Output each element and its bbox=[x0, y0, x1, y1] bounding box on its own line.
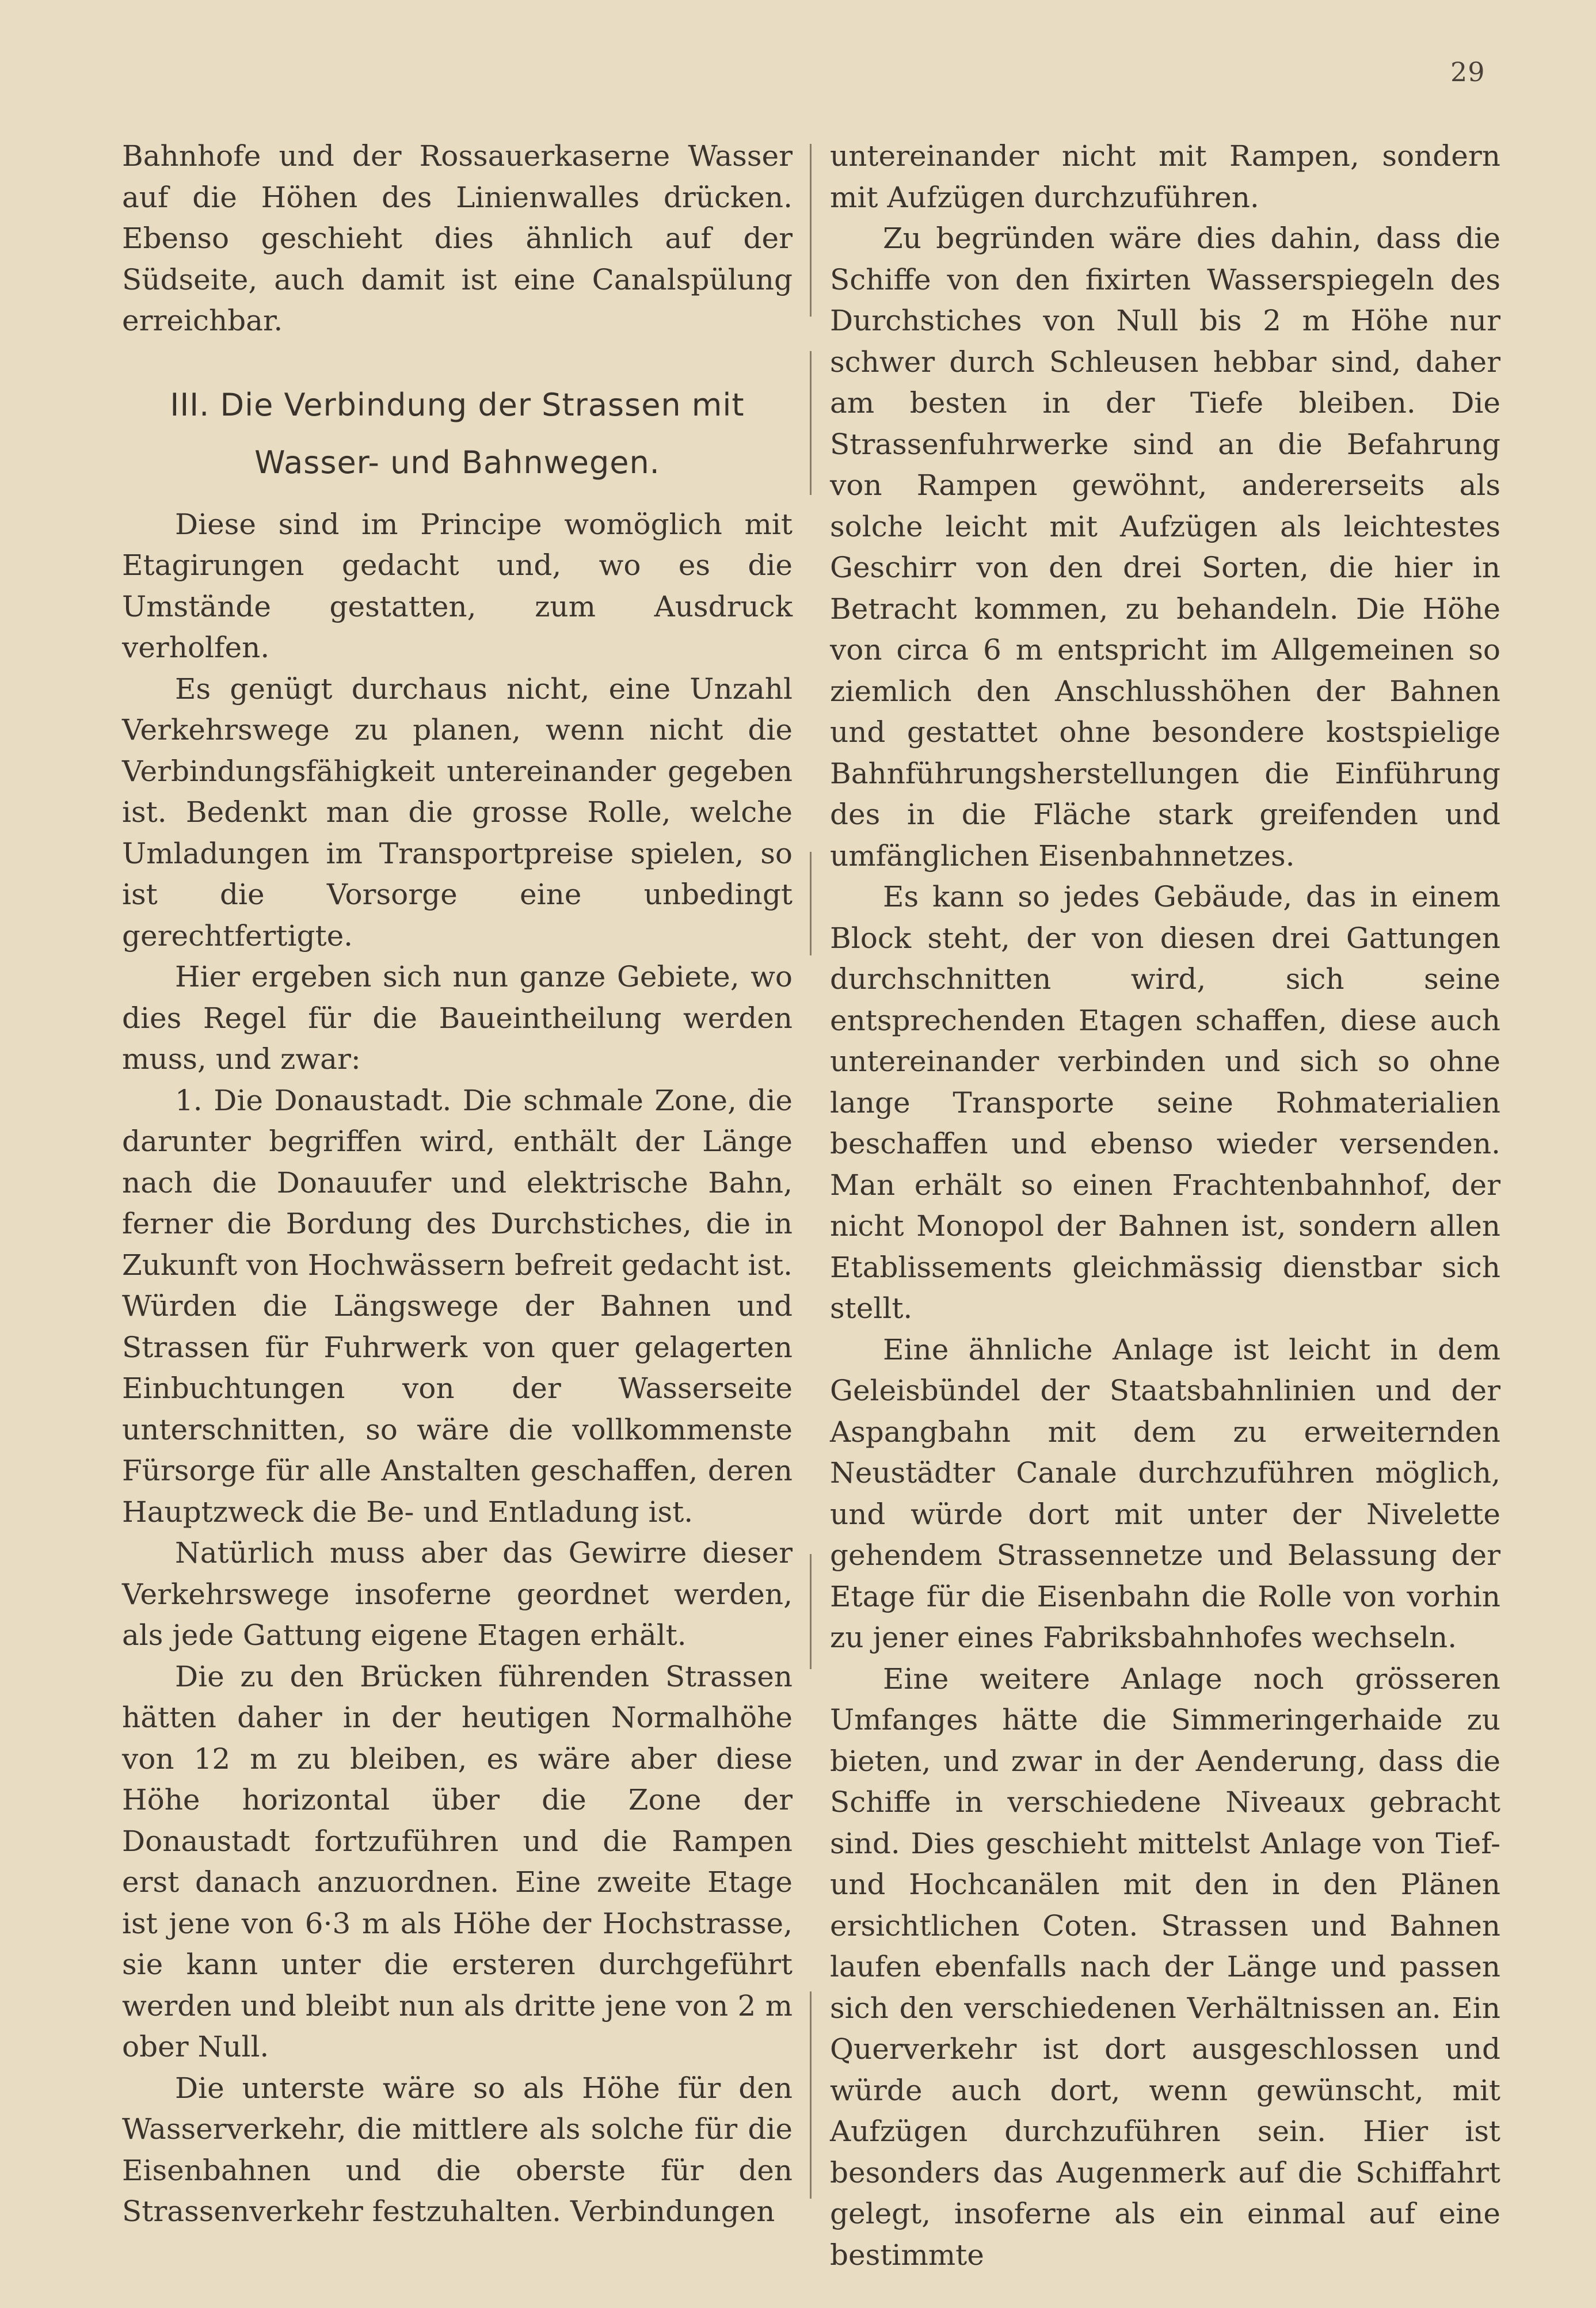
paragraph: Es genügt durchaus nicht, eine Unzahl Verkehrswege zu planen, wenn nicht die Verbindungsfähigkeit untereinander gegeben ist. Bedenkt man die grosse Rolle, welche Umladungen im Transportpreise spielen, so ist die Vorsorge eine unbedingt gerechtfertigte. bbox=[122, 672, 793, 953]
paragraph: 1. Die Donaustadt. Die schmale Zone, die darunter begriffen wird, enthält der Länge nach die Donauufer und elektrische Bahn, ferner die Bordung des Durchstiches, die in Zukunft von Hochwässern befreit gedacht ist. Würden die Längswege der Bahnen und Strassen für Fuhrwerk von quer gelagerten Einbuchtungen von der Wasserseite unterschnitten, so wäre die vollkommenste Fürsorge für alle Anstalten geschaffen, deren Hauptzweck die Be- und Entladung ist. bbox=[122, 1083, 793, 1529]
column-divider-2 bbox=[810, 351, 812, 495]
paragraph: Zu begründen wäre dies dahin, dass die Schiffe von den fixirten Wasserspiegeln des Durchstiches von Null bis 2 m Höhe nur schwer durch Schleusen hebbar sind, daher am besten in der Tiefe bleiben. Die Strassenfuhrwerke sind an die Befahrung von Rampen gewöhnt, andererseits als solche leicht mit Aufzügen als leichtestes Geschirr von den drei Sorten, die hier in Betracht kommen, zu behandeln. Die Höhe von circa 6 m entspricht im Allgemeinen so ziemlich den Anschlusshöhen der Bahnen und gestattet ohne besondere kostspielige Bahnführungsherstellungen die Einführung des in die Fläche stark greifenden und umfänglichen Eisenbahnnetzes. bbox=[830, 222, 1500, 873]
paragraph: Diese sind im Principe womöglich mit Etagirungen gedacht und, wo es die Umstände gestatten, zum Ausdruck verholfen. bbox=[122, 507, 793, 664]
paragraph: Die unterste wäre so als Höhe für den Wasserverkehr, die mittlere als solche für die Eisenbahnen und die oberste für den Strassenverkehr festzuhalten. Verbindungen bbox=[122, 2071, 793, 2228]
continuation-paragraph: untereinander nicht mit Rampen, sondern mit Aufzügen durchzuführen. bbox=[830, 139, 1500, 214]
section-heading bbox=[122, 376, 793, 492]
heading-line-1: III. Die Verbindung der Strassen mit bbox=[170, 386, 745, 423]
heading-line-2: Wasser- und Bahnwegen. bbox=[254, 444, 660, 481]
paragraph: Natürlich muss aber das Gewirre dieser Verkehrswege insoferne geordnet werden, als jede Gattung eigene Etagen erhält. bbox=[122, 1536, 793, 1652]
right-column bbox=[830, 136, 1500, 2276]
column-divider-4 bbox=[810, 1554, 812, 1669]
paragraph: Es kann so jedes Gebäude, das in einem Block steht, der von diesen drei Gattungen durchschnitten wird, sich seine entsprechenden Etagen schaffen, diese auch untereinander verbinden und sich so ohne lange Transporte seine Rohmaterialien beschaffen und ebenso wieder versenden. Man erhält so einen Frachtenbahnhof, der nicht Monopol der Bahnen ist, sondern allen Etablissements gleichmässig dienstbar sich stellt. bbox=[830, 880, 1500, 1325]
intro-paragraph: Bahnhofe und der Rossauerkaserne Wasser auf die Höhen des Linienwalles drücken. Ebenso geschieht dies ähnlich auf der Südseite, auch damit ist eine Canalspülung erreichbar. bbox=[122, 139, 793, 337]
page-number: 29 bbox=[1450, 56, 1485, 87]
column-divider-5 bbox=[810, 1991, 812, 2199]
left-column bbox=[122, 136, 793, 2233]
paragraph: Hier ergeben sich nun ganze Gebiete, wo dies Regel für die Baueintheilung werden muss, und zwar: bbox=[122, 960, 793, 1076]
paragraph: Die zu den Brücken führenden Strassen hätten daher in der heutigen Normalhöhe von 12 m zu bleiben, es wäre aber diese Höhe horizontal über die Zone der Donaustadt fortzuführen und die Rampen erst danach anzuordnen. Eine zweite Etage ist jene von 6·3 m als Höhe der Hochstrasse, sie kann unter die ersteren durchgeführt werden und bleibt nun als dritte jene von 2 m ober Null. bbox=[122, 1659, 793, 2063]
paragraph: Eine ähnliche Anlage ist leicht in dem Geleisbündel der Staatsbahnlinien und der Aspangbahn mit dem zu erweiternden Neustädter Canale durchzuführen möglich, und würde dort mit unter der Nivelette gehendem Strassennetze und Belassung der Etage für die Eisenbahn die Rolle von vorhin zu jener eines Fabriksbahnhofes wechseln. bbox=[830, 1332, 1500, 1654]
column-divider-3 bbox=[810, 852, 812, 955]
column-divider-1 bbox=[810, 144, 812, 317]
paragraph: Eine weitere Anlage noch grösseren Umfanges hätte die Simmeringerhaide zu bieten, und zwar in der Aenderung, dass die Schiffe in verschiedene Niveaux gebracht sind. Dies geschieht mittelst Anlage von Tief- und Hochcanälen mit den in den Plänen ersichtlichen Coten. Strassen und Bahnen laufen ebenfalls nach der Länge und passen sich den verschiedenen Verhältnissen an. Ein Querverkehr ist dort ausgeschlossen und würde auch dort, wenn gewünscht, mit Aufzügen durchzuführen sein. Hier ist besonders das Augenmerk auf die Schiffahrt gelegt, insoferne als ein einmal auf eine bestimmte bbox=[830, 1662, 1500, 2272]
